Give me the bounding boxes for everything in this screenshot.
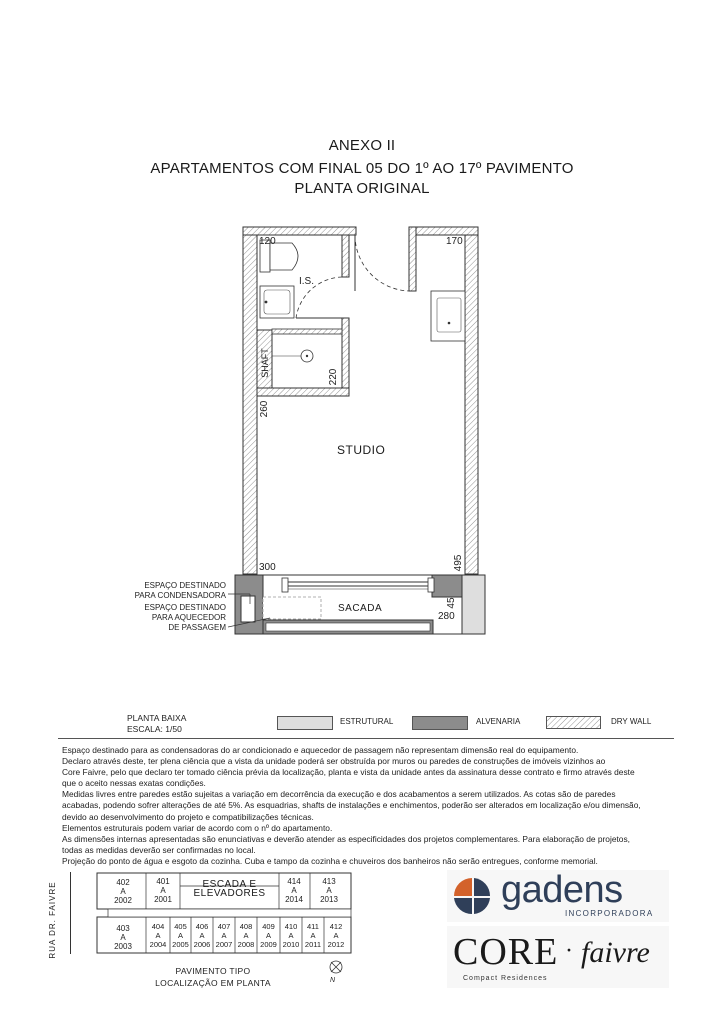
unit-number: 2011 (304, 940, 322, 949)
note-line: que o aceito nessas exatas condições. (62, 778, 206, 789)
unit-number: 2014 (285, 895, 303, 904)
north-label: N (330, 977, 336, 984)
balcony-column-top (432, 575, 462, 597)
callout-aquecedor (100, 603, 226, 633)
street-label-text: RUA DR. FAIVRE (48, 881, 57, 959)
unit-bottom-408 (235, 922, 257, 949)
unit-number: 2006 (193, 940, 211, 949)
dim-280: 280 (438, 611, 455, 622)
note-line: Espaço destinado para as condensadoras do ar condicionado e aquecedor de passagem não representam dimensão real do equipamento. (62, 745, 579, 755)
condenser-space (241, 596, 255, 622)
unit-sep: A (310, 931, 316, 940)
unit-number: 406 (195, 922, 209, 931)
wall-right (465, 227, 478, 574)
wall-bath-right-lower (342, 318, 349, 396)
unit-sep: A (177, 931, 183, 940)
title-apartments: APARTAMENTOS COM FINAL 05 DO 1º AO 17º PAVIMENTO (150, 160, 574, 177)
legend-label-drywall: DRY WALL (611, 717, 652, 726)
shaft-label-text: SHAFT (260, 348, 270, 378)
note-line: Declaro através deste, ter plena ciência que a vista da unidade poderá ser obstruída por muros ou paredes de construções de imóveis vizinhos ao (62, 756, 606, 767)
unit-sep: A (221, 931, 227, 940)
unit-number: 405 (174, 922, 187, 931)
legend-swatch-drywall (546, 716, 602, 730)
unit-number: 2010 (282, 940, 300, 949)
legend-label-estrutural: ESTRUTURAL (340, 717, 394, 726)
unit-number: 2005 (172, 940, 189, 949)
unit-sep: A (120, 887, 126, 896)
stair-label-line2: ELEVADORES (193, 888, 266, 899)
title-plan: PLANTA ORIGINAL (294, 180, 430, 197)
unit-bottom-405 (169, 922, 192, 949)
unit-number: 409 (262, 922, 275, 931)
unit-number: 414 (287, 877, 301, 886)
note-line: As dimensões internas apresentadas são enunciativas e deverão atender as especificidades dos projetos complementares. Para elaboração de projetos, (62, 833, 630, 844)
unit-sep: A (291, 886, 297, 895)
notes (62, 745, 692, 867)
wall-top-left (243, 227, 356, 235)
core-faivre-logo (447, 926, 669, 988)
unit-top-413 (312, 877, 346, 904)
callout-condensadora-line1: ESPAÇO DESTINADO (144, 581, 226, 590)
gadens-mark-icon (452, 876, 492, 916)
dim-45 (446, 595, 458, 611)
unit-number: 402 (116, 878, 130, 887)
unit-bottom-407 (213, 922, 235, 949)
dim-170: 170 (446, 236, 463, 247)
unit-bottom-404 (146, 922, 170, 949)
divider (58, 738, 674, 739)
unit-number: 408 (239, 922, 253, 931)
note-line: Medidas livres entre paredes estão sujeitas a variação em decorrência da execução e dos acabamentos a serem utilizados. As cotas são de paredes (62, 789, 616, 800)
unit-bottom-406 (191, 922, 213, 949)
unit-number: 2008 (237, 940, 255, 949)
unit-number: 412 (329, 922, 343, 931)
unit-number: 401 (156, 877, 170, 886)
dim-260 (259, 399, 271, 419)
core-wordmark: CORE (453, 931, 559, 973)
gadens-sub: INCORPORADORA (565, 909, 654, 918)
gadens-wordmark: gadens (501, 869, 623, 911)
core-dot: · (565, 938, 573, 964)
unit-top-401 (148, 877, 178, 904)
unit-bottom-411 (302, 922, 324, 949)
title-annex: ANEXO II (328, 137, 396, 154)
unit-bottom-412 (324, 922, 348, 949)
unit-number: 2009 (260, 940, 277, 949)
unit-sep: A (326, 886, 332, 895)
gadens-logo (447, 870, 669, 922)
unit-number: 2007 (215, 940, 233, 949)
unit-number: 404 (151, 922, 165, 931)
unit-sep: A (265, 931, 271, 940)
unit-bottom-403 (108, 924, 138, 951)
unit-sep: A (243, 931, 249, 940)
unit-number: 2002 (114, 896, 132, 905)
callout-aquecedor-line2: PARA AQUECEDOR (151, 613, 226, 622)
wall-left (243, 227, 257, 574)
unit-bottom-409 (257, 922, 280, 949)
wall-top-right (409, 227, 478, 235)
stair-label-line1: ESCADA E (202, 879, 257, 890)
unit-number: 2003 (114, 942, 132, 951)
key-plan-caption-2: LOCALIZAÇÃO EM PLANTA (155, 978, 271, 988)
faivre-wordmark: faivre (581, 936, 650, 969)
note-line: devido ao desenvolvimento do projeto e compatibilizações técnicas. (62, 811, 314, 822)
room-label-shaft (260, 343, 272, 383)
unit-number: 410 (284, 922, 298, 931)
dim-495 (453, 553, 465, 573)
legend-label-alvenaria: ALVENARIA (476, 717, 521, 726)
unit-sep: A (160, 886, 166, 895)
unit-number: 413 (322, 877, 336, 886)
unit-number: 2012 (327, 940, 345, 949)
wall-bath-right-upper (342, 235, 349, 277)
unit-bottom-410 (280, 922, 302, 949)
wall-door-jamb (409, 227, 416, 291)
unit-sep: A (155, 931, 161, 940)
legend-plan-label: PLANTA BAIXA (127, 713, 187, 723)
unit-number: 407 (217, 922, 231, 931)
unit-number: 403 (116, 924, 130, 933)
unit-sep: A (199, 931, 205, 940)
wall-bath-bottom (257, 388, 349, 396)
unit-sep: A (120, 933, 126, 942)
unit-number: 2004 (149, 940, 167, 949)
callout-condensadora (100, 581, 226, 601)
unit-number: 2001 (154, 895, 172, 904)
stair-label (180, 880, 279, 898)
note-line: Core Faivre, pelo que declaro ter tomado ciência prévia da localização, planta e vista da unidade antes da assinatura desse contrato e firmo através deste (62, 767, 635, 778)
heater-space (263, 597, 321, 619)
dim-300: 300 (259, 562, 276, 573)
unit-number: 411 (307, 922, 319, 931)
unit-number: 2013 (320, 895, 338, 904)
dim-220 (328, 367, 340, 387)
balcony-structural (462, 575, 485, 634)
dim-495-text: 495 (453, 554, 464, 572)
legend-swatch-alvenaria (412, 716, 468, 730)
callout-aquecedor-line1: ESPAÇO DESTINADO (144, 603, 226, 612)
core-sub: Compact Residences (463, 975, 548, 982)
unit-sep: A (333, 931, 339, 940)
unit-sep: A (288, 931, 294, 940)
room-label-sacada: SACADA (338, 603, 383, 614)
note-line: Elementos estruturais podem variar de acordo com o nº do apartamento. (62, 822, 333, 833)
unit-top-414 (279, 877, 309, 904)
room-label-is: I.S. (299, 276, 315, 287)
note-line: acabadas, podendo sofrer alterações de até 5%. As esquadrias, shafts de instalações e enchimentos, poderão ser alterados em localização e/ou dimensão, (62, 800, 641, 811)
dim-220-text: 220 (328, 368, 339, 386)
toilet-icon (270, 243, 298, 270)
dim-260-text: 260 (259, 400, 270, 418)
legend-swatch-estrutural (277, 716, 333, 730)
legend-scale-label: ESCALA: 1/50 (127, 724, 182, 734)
room-label-studio: STUDIO (337, 443, 386, 457)
dim-120: 120 (259, 236, 276, 247)
callout-aquecedor-line3: DE PASSAGEM (168, 623, 226, 632)
unit-top-402 (108, 878, 138, 905)
dim-45-text: 45 (446, 597, 457, 609)
key-plan-caption-1: PAVIMENTO TIPO (175, 966, 251, 976)
wall-shower (272, 329, 342, 334)
note-line: todas as medidas deverão ser confirmadas no local. (62, 844, 256, 855)
note-line: Projeção do ponto de água e esgoto da cozinha. Cuba e tampo da cozinha e chuveiros dos banheiros não serão entregues, conforme memorial. (62, 855, 598, 866)
callout-condensadora-line2: PARA CONDENSADORA (134, 591, 226, 600)
